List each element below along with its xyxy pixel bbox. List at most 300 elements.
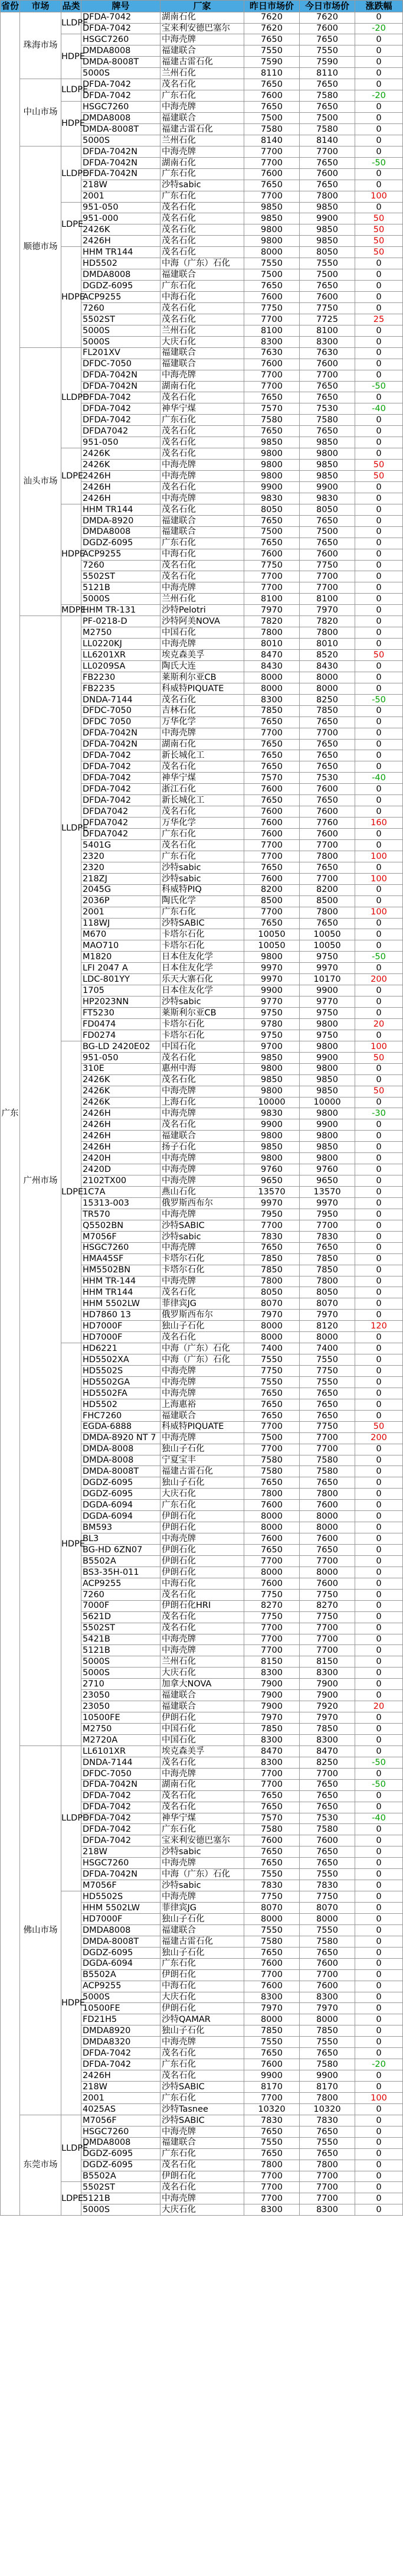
manufacturer-cell: 福建联合 bbox=[160, 359, 244, 370]
manufacturer-cell: 沙特QAMAR bbox=[160, 2014, 244, 2025]
today-price-cell: 7550 bbox=[300, 45, 355, 57]
market-cell: 珠海市场 bbox=[20, 12, 61, 79]
grade-cell: 5000S bbox=[81, 2204, 160, 2216]
manufacturer-cell: 广东石化 bbox=[160, 2092, 244, 2103]
change-cell: 0 bbox=[355, 1164, 403, 1175]
grade-cell: 23050 bbox=[81, 1690, 160, 1701]
today-price-cell: 7650 bbox=[300, 2148, 355, 2160]
manufacturer-cell: 大庆石化 bbox=[160, 2204, 244, 2216]
manufacturer-cell: 茂名石化 bbox=[160, 437, 244, 448]
manufacturer-cell: 陶氏化学 bbox=[160, 895, 244, 907]
manufacturer-cell: 伊朗石化 bbox=[160, 1712, 244, 1724]
today-price-cell: 8270 bbox=[300, 1600, 355, 1611]
grade-cell: 7260 bbox=[81, 302, 160, 314]
yesterday-price-cell: 7500 bbox=[244, 1432, 300, 1444]
yesterday-price-cell: 7750 bbox=[244, 1589, 300, 1600]
change-cell: 0 bbox=[355, 1063, 403, 1074]
manufacturer-cell: 福建联合 bbox=[160, 515, 244, 526]
yesterday-price-cell: 10320 bbox=[244, 2103, 300, 2115]
manufacturer-cell: 茂名石化 bbox=[160, 504, 244, 515]
manufacturer-cell: 中海（广东）石化 bbox=[160, 258, 244, 269]
today-price-cell: 7600 bbox=[300, 359, 355, 370]
manufacturer-cell: 广东石化 bbox=[160, 281, 244, 292]
manufacturer-cell: 中国石化 bbox=[160, 627, 244, 639]
today-price-cell: 9850 bbox=[300, 471, 355, 482]
manufacturer-cell: 伊朗石化 bbox=[160, 1555, 244, 1567]
manufacturer-cell: 茂名石化 bbox=[160, 224, 244, 236]
yesterday-price-cell: 7900 bbox=[244, 1690, 300, 1701]
change-cell: 0 bbox=[355, 1969, 403, 1981]
change-cell: 0 bbox=[355, 2115, 403, 2126]
change-cell: 0 bbox=[355, 750, 403, 761]
grade-cell: DGDA-6094 bbox=[81, 1958, 160, 1969]
grade-cell: 2320 bbox=[81, 862, 160, 873]
yesterday-price-cell: 9850 bbox=[244, 1074, 300, 1086]
change-cell: 0 bbox=[355, 123, 403, 135]
yesterday-price-cell: 8000 bbox=[244, 672, 300, 683]
yesterday-price-cell: 7400 bbox=[244, 1343, 300, 1354]
grade-cell: 23050 bbox=[81, 1701, 160, 1712]
change-cell: 0 bbox=[355, 1131, 403, 1142]
change-cell: 0 bbox=[355, 45, 403, 57]
today-price-cell: 7650 bbox=[300, 426, 355, 437]
yesterday-price-cell: 7580 bbox=[244, 1455, 300, 1466]
today-price-cell: 9750 bbox=[300, 952, 355, 963]
manufacturer-cell: 茂名石化 bbox=[160, 202, 244, 213]
manufacturer-cell: 沙特sabic bbox=[160, 180, 244, 191]
manufacturer-cell: 福建联合 bbox=[160, 347, 244, 359]
grade-cell: B5502A bbox=[81, 2171, 160, 2182]
table-row bbox=[1, 247, 403, 258]
change-cell: 0 bbox=[355, 1489, 403, 1500]
today-price-cell: 7650 bbox=[300, 515, 355, 526]
yesterday-price-cell: 10000 bbox=[244, 1097, 300, 1108]
yesterday-price-cell: 7700 bbox=[244, 1634, 300, 1645]
manufacturer-cell: 俄罗斯西布尔 bbox=[160, 1310, 244, 1321]
manufacturer-cell: 沙特SABIC bbox=[160, 1220, 244, 1231]
grade-cell: DFDA-7042 bbox=[81, 1790, 160, 1802]
grade-cell: DGDZ-6095 bbox=[81, 1477, 160, 1489]
today-price-cell: 7400 bbox=[300, 1343, 355, 1354]
yesterday-price-cell: 7700 bbox=[244, 571, 300, 582]
today-price-cell: 10170 bbox=[300, 974, 355, 985]
change-cell: 0 bbox=[355, 515, 403, 526]
yesterday-price-cell: 7650 bbox=[244, 1388, 300, 1399]
grade-cell: FL201XV bbox=[81, 347, 160, 359]
change-cell: 0 bbox=[355, 2148, 403, 2160]
grade-cell: DFDA-7042 bbox=[81, 415, 160, 426]
yesterday-price-cell: 7500 bbox=[244, 269, 300, 281]
manufacturer-cell: 独山子石化 bbox=[160, 1444, 244, 1455]
yesterday-price-cell: 7600 bbox=[244, 168, 300, 180]
manufacturer-cell: 兰州石化 bbox=[160, 1656, 244, 1668]
today-price-cell: 9900 bbox=[300, 2070, 355, 2082]
manufacturer-cell: 菲律宾JG bbox=[160, 1903, 244, 1914]
today-price-cell: 7650 bbox=[300, 761, 355, 773]
grade-cell: HSGC7260 bbox=[81, 1242, 160, 1253]
grade-cell: HSGC7260 bbox=[81, 2126, 160, 2137]
category-cell: HDPE bbox=[61, 504, 81, 604]
today-price-cell: 7580 bbox=[300, 123, 355, 135]
table-row bbox=[1, 1745, 403, 1757]
grade-cell: FB2235 bbox=[81, 683, 160, 694]
today-price-cell: 7700 bbox=[300, 1768, 355, 1779]
yesterday-price-cell: 8300 bbox=[244, 1734, 300, 1745]
grade-cell: 2426K bbox=[81, 1086, 160, 1097]
change-cell: 0 bbox=[355, 739, 403, 750]
manufacturer-cell: 伊朗石化 bbox=[160, 1969, 244, 1981]
today-price-cell: 7700 bbox=[300, 1969, 355, 1981]
today-price-cell: 9760 bbox=[300, 1164, 355, 1175]
yesterday-price-cell: 7750 bbox=[244, 1891, 300, 1903]
yesterday-price-cell: 8300 bbox=[244, 1992, 300, 2003]
grade-cell: 951-050 bbox=[81, 1052, 160, 1063]
grade-cell: DGDZ-6095 bbox=[81, 538, 160, 549]
yesterday-price-cell: 9750 bbox=[244, 1030, 300, 1041]
grade-cell: M7056F bbox=[81, 1880, 160, 1891]
yesterday-price-cell: 9830 bbox=[244, 1108, 300, 1119]
today-price-cell: 9800 bbox=[300, 1153, 355, 1164]
manufacturer-cell: 沙特sabic bbox=[160, 996, 244, 1008]
manufacturer-cell: 茂名石化 bbox=[160, 2160, 244, 2171]
change-cell: 0 bbox=[355, 2037, 403, 2048]
manufacturer-cell: 俄罗斯西布尔 bbox=[160, 1197, 244, 1209]
grade-cell: LL6101XR bbox=[81, 1745, 160, 1757]
grade-cell: 2426K bbox=[81, 1097, 160, 1108]
today-price-cell: 7650 bbox=[300, 1846, 355, 1858]
today-price-cell: 7650 bbox=[300, 1858, 355, 1869]
manufacturer-cell: 茂名石化 bbox=[160, 314, 244, 325]
today-price-cell: 8000 bbox=[300, 1511, 355, 1522]
grade-cell: DMDA-8008T bbox=[81, 1936, 160, 1947]
manufacturer-cell: 福建联合 bbox=[160, 1131, 244, 1142]
manufacturer-cell: 大庆石化 bbox=[160, 1992, 244, 2003]
grade-cell: DFDA-7042N bbox=[81, 728, 160, 739]
table-row bbox=[1, 202, 403, 213]
grade-cell: 5621D bbox=[81, 1611, 160, 1623]
table-row bbox=[1, 1891, 403, 1903]
yesterday-price-cell: 8050 bbox=[244, 1287, 300, 1298]
today-price-cell: 7650 bbox=[300, 739, 355, 750]
yesterday-price-cell: 8000 bbox=[244, 1567, 300, 1578]
change-cell: 0 bbox=[355, 1287, 403, 1298]
yesterday-price-cell: 7950 bbox=[244, 1209, 300, 1220]
grade-cell: DMDA-8008T bbox=[81, 57, 160, 68]
change-cell: 0 bbox=[355, 1153, 403, 1164]
category-cell: HDPE bbox=[61, 1343, 81, 1746]
manufacturer-cell: 独山子石化 bbox=[160, 2025, 244, 2037]
today-price-cell: 7600 bbox=[300, 806, 355, 818]
today-price-cell: 8000 bbox=[300, 1567, 355, 1578]
yesterday-price-cell: 8300 bbox=[244, 2204, 300, 2216]
manufacturer-cell: 广东石化 bbox=[160, 1824, 244, 1835]
yesterday-price-cell: 8070 bbox=[244, 1903, 300, 1914]
grade-cell: 2426H bbox=[81, 1119, 160, 1131]
yesterday-price-cell: 8300 bbox=[244, 1757, 300, 1768]
today-price-cell: 8300 bbox=[300, 2204, 355, 2216]
today-price-cell: 8000 bbox=[300, 1522, 355, 1533]
header-today-price: 今日市场价 bbox=[300, 1, 355, 12]
change-cell: 20 bbox=[355, 1018, 403, 1030]
today-price-cell: 7600 bbox=[300, 1835, 355, 1846]
today-price-cell: 7650 bbox=[300, 750, 355, 761]
grade-cell: DFDA-7042 bbox=[81, 392, 160, 403]
manufacturer-cell: 沙特sabic bbox=[160, 1846, 244, 1858]
today-price-cell: 7750 bbox=[300, 1589, 355, 1600]
change-cell: 0 bbox=[355, 1376, 403, 1388]
change-cell: 0 bbox=[355, 560, 403, 571]
change-cell: 0 bbox=[355, 1500, 403, 1511]
yesterday-price-cell: 7550 bbox=[244, 2037, 300, 2048]
manufacturer-cell: 中海壳牌 bbox=[160, 146, 244, 157]
grade-cell: HD5502S bbox=[81, 1366, 160, 1377]
change-cell: 0 bbox=[355, 1936, 403, 1947]
today-price-cell: 10050 bbox=[300, 940, 355, 952]
change-cell: 0 bbox=[355, 728, 403, 739]
category-cell: LLDPE bbox=[61, 12, 81, 34]
yesterday-price-cell: 7580 bbox=[244, 415, 300, 426]
manufacturer-cell: 中海石化 bbox=[160, 1578, 244, 1589]
change-cell: 100 bbox=[355, 2092, 403, 2103]
manufacturer-cell: 中海壳牌 bbox=[160, 460, 244, 471]
grade-cell: 2001 bbox=[81, 2092, 160, 2103]
change-cell: 0 bbox=[355, 1903, 403, 1914]
change-cell: 0 bbox=[355, 504, 403, 515]
manufacturer-cell: 中海（广东）石化 bbox=[160, 1343, 244, 1354]
grade-cell: DFDC 7050 bbox=[81, 717, 160, 728]
manufacturer-cell: 兰州石化 bbox=[160, 325, 244, 336]
manufacturer-cell: 沙特SABIC bbox=[160, 2115, 244, 2126]
today-price-cell: 9750 bbox=[300, 1030, 355, 1041]
grade-cell: LL0220KJ bbox=[81, 639, 160, 650]
header-manufacturer: 厂家 bbox=[160, 1, 244, 12]
change-cell: 0 bbox=[355, 672, 403, 683]
yesterday-price-cell: 7580 bbox=[244, 1936, 300, 1947]
today-price-cell: 9900 bbox=[300, 985, 355, 996]
grade-cell: 2420D bbox=[81, 1164, 160, 1175]
yesterday-price-cell: 7750 bbox=[244, 1366, 300, 1377]
today-price-cell: 7920 bbox=[300, 1701, 355, 1712]
yesterday-price-cell: 7550 bbox=[244, 2137, 300, 2148]
today-price-cell: 9800 bbox=[300, 1018, 355, 1030]
grade-cell: DGDZ-6095 bbox=[81, 2160, 160, 2171]
category-cell: LLDPE bbox=[61, 146, 81, 202]
change-cell: 0 bbox=[355, 1679, 403, 1690]
change-cell: 0 bbox=[355, 1343, 403, 1354]
change-cell: 0 bbox=[355, 1824, 403, 1835]
market-cell: 东莞市场 bbox=[20, 2115, 61, 2215]
yesterday-price-cell: 8470 bbox=[244, 650, 300, 661]
change-cell: 50 bbox=[355, 236, 403, 247]
grade-cell: DGDZ-6095 bbox=[81, 281, 160, 292]
header-grade: 牌号 bbox=[81, 1, 160, 12]
manufacturer-cell: 日本住友化学 bbox=[160, 985, 244, 996]
province-cell: 广东 bbox=[1, 12, 20, 2216]
grade-cell: 218W bbox=[81, 2082, 160, 2093]
change-cell: 0 bbox=[355, 605, 403, 616]
yesterday-price-cell: 7700 bbox=[244, 1768, 300, 1779]
change-cell: 0 bbox=[355, 1265, 403, 1276]
today-price-cell: 7725 bbox=[300, 314, 355, 325]
grade-cell: BL3 bbox=[81, 1533, 160, 1545]
today-price-cell: 9850 bbox=[300, 437, 355, 448]
change-cell: 0 bbox=[355, 1611, 403, 1623]
manufacturer-cell: 新长城化工 bbox=[160, 795, 244, 806]
grade-cell: M7056F bbox=[81, 1231, 160, 1242]
change-cell: 0 bbox=[355, 795, 403, 806]
today-price-cell: 8300 bbox=[300, 1734, 355, 1745]
yesterday-price-cell: 7850 bbox=[244, 705, 300, 717]
manufacturer-cell: 中海壳牌 bbox=[160, 34, 244, 45]
grade-cell: B5502A bbox=[81, 1555, 160, 1567]
today-price-cell: 8300 bbox=[300, 1668, 355, 1679]
manufacturer-cell: 莱斯利尔亚CB bbox=[160, 672, 244, 683]
grade-cell: ACP9255 bbox=[81, 1981, 160, 1992]
grade-cell: DFDA-7042 bbox=[81, 90, 160, 102]
grade-cell: 5502ST bbox=[81, 571, 160, 582]
today-price-cell: 8300 bbox=[300, 336, 355, 347]
yesterday-price-cell: 13570 bbox=[244, 1187, 300, 1198]
yesterday-price-cell: 7650 bbox=[244, 1802, 300, 1813]
table-row bbox=[1, 12, 403, 23]
today-price-cell: 7580 bbox=[300, 1824, 355, 1835]
yesterday-price-cell: 9970 bbox=[244, 974, 300, 985]
manufacturer-cell: 茂名石化 bbox=[160, 481, 244, 493]
manufacturer-cell: 茂名石化 bbox=[160, 1611, 244, 1623]
grade-cell: 2102TX00 bbox=[81, 1175, 160, 1187]
grade-cell: PF-0218-D bbox=[81, 616, 160, 627]
yesterday-price-cell: 7830 bbox=[244, 2115, 300, 2126]
manufacturer-cell: 茂名石化 bbox=[160, 392, 244, 403]
today-price-cell: 7700 bbox=[300, 728, 355, 739]
manufacturer-cell: 吉林石化 bbox=[160, 705, 244, 717]
manufacturer-cell: 神华宁煤 bbox=[160, 403, 244, 415]
change-cell: 0 bbox=[355, 940, 403, 952]
table-row bbox=[1, 347, 403, 359]
today-price-cell: 7550 bbox=[300, 258, 355, 269]
grade-cell: 7260 bbox=[81, 560, 160, 571]
change-cell: 0 bbox=[355, 1981, 403, 1992]
yesterday-price-cell: 8110 bbox=[244, 68, 300, 79]
grade-cell: 5401G bbox=[81, 839, 160, 851]
manufacturer-cell: 茂名石化 bbox=[160, 1332, 244, 1343]
manufacturer-cell: 莱斯利尔亚CB bbox=[160, 1008, 244, 1019]
change-cell: 0 bbox=[355, 2082, 403, 2093]
manufacturer-cell: 茂名石化 bbox=[160, 761, 244, 773]
today-price-cell: 7590 bbox=[300, 57, 355, 68]
yesterday-price-cell: 7650 bbox=[244, 180, 300, 191]
today-price-cell: 7650 bbox=[300, 1242, 355, 1253]
today-price-cell: 7970 bbox=[300, 1310, 355, 1321]
manufacturer-cell: 大庆石化 bbox=[160, 336, 244, 347]
yesterday-price-cell: 7650 bbox=[244, 2048, 300, 2059]
today-price-cell: 7700 bbox=[300, 1634, 355, 1645]
change-cell: -50 bbox=[355, 157, 403, 168]
today-price-cell: 7500 bbox=[300, 113, 355, 124]
change-cell: 160 bbox=[355, 818, 403, 829]
yesterday-price-cell: 7800 bbox=[244, 1276, 300, 1287]
manufacturer-cell: 沙特阿美NOVA bbox=[160, 616, 244, 627]
today-price-cell: 8200 bbox=[300, 884, 355, 895]
yesterday-price-cell: 9800 bbox=[244, 460, 300, 471]
grade-cell: LL0209SA bbox=[81, 660, 160, 672]
today-price-cell: 7650 bbox=[300, 79, 355, 90]
manufacturer-cell: 广东石化 bbox=[160, 851, 244, 862]
yesterday-price-cell: 7820 bbox=[244, 616, 300, 627]
change-cell: 0 bbox=[355, 1242, 403, 1253]
manufacturer-cell: 湖南石化 bbox=[160, 1779, 244, 1790]
category-cell: LLDPE bbox=[61, 616, 81, 1041]
yesterday-price-cell: 8050 bbox=[244, 504, 300, 515]
grade-cell: LFI 2047 A bbox=[81, 963, 160, 974]
change-cell: -50 bbox=[355, 1757, 403, 1768]
grade-cell: DMDA8008 bbox=[81, 45, 160, 57]
grade-cell: DFDA-7042N bbox=[81, 370, 160, 381]
grade-cell: HHM 5502LW bbox=[81, 1903, 160, 1914]
grade-cell: DFDA-7042 bbox=[81, 750, 160, 761]
yesterday-price-cell: 7580 bbox=[244, 1824, 300, 1835]
table-row bbox=[1, 79, 403, 90]
change-cell: 0 bbox=[355, 135, 403, 146]
category-cell: LDPE bbox=[61, 448, 81, 504]
change-cell: 0 bbox=[355, 146, 403, 157]
today-price-cell: 7700 bbox=[300, 2171, 355, 2182]
manufacturer-cell: 万华化学 bbox=[160, 717, 244, 728]
today-price-cell: 7700 bbox=[300, 1645, 355, 1656]
grade-cell: 2426H bbox=[81, 493, 160, 504]
change-cell: 0 bbox=[355, 1231, 403, 1242]
yesterday-price-cell: 7650 bbox=[244, 918, 300, 929]
today-price-cell: 7650 bbox=[300, 392, 355, 403]
category-cell: LLDPE bbox=[61, 347, 81, 448]
grade-cell: DFDC-7050 bbox=[81, 1768, 160, 1779]
category-cell: LLDPE bbox=[61, 79, 81, 102]
change-cell: 0 bbox=[355, 1366, 403, 1377]
today-price-cell: 7970 bbox=[300, 1712, 355, 1724]
change-cell: 0 bbox=[355, 292, 403, 303]
today-price-cell: 7900 bbox=[300, 1690, 355, 1701]
change-cell: 100 bbox=[355, 1041, 403, 1052]
manufacturer-cell: 广东石化 bbox=[160, 1500, 244, 1511]
today-price-cell: 8050 bbox=[300, 504, 355, 515]
manufacturer-cell: 伊朗石化 bbox=[160, 1545, 244, 1556]
manufacturer-cell: 中海壳牌 bbox=[160, 471, 244, 482]
change-cell: 0 bbox=[355, 2070, 403, 2082]
change-cell: 0 bbox=[355, 336, 403, 347]
today-price-cell: 9830 bbox=[300, 493, 355, 504]
change-cell: 0 bbox=[355, 2025, 403, 2037]
grade-cell: FHC7260 bbox=[81, 1410, 160, 1421]
manufacturer-cell: 茂名石化 bbox=[160, 1757, 244, 1768]
yesterday-price-cell: 7700 bbox=[244, 851, 300, 862]
yesterday-price-cell: 9850 bbox=[244, 1052, 300, 1063]
change-cell: 0 bbox=[355, 1869, 403, 1880]
yesterday-price-cell: 7850 bbox=[244, 1253, 300, 1265]
yesterday-price-cell: 9850 bbox=[244, 437, 300, 448]
yesterday-price-cell: 7650 bbox=[244, 426, 300, 437]
yesterday-price-cell: 8000 bbox=[244, 247, 300, 258]
grade-cell: 2001 bbox=[81, 907, 160, 918]
change-cell: 0 bbox=[355, 426, 403, 437]
change-cell: 0 bbox=[355, 526, 403, 538]
manufacturer-cell: 卡塔尔石化 bbox=[160, 1018, 244, 1030]
change-cell: 0 bbox=[355, 884, 403, 895]
change-cell: 0 bbox=[355, 2103, 403, 2115]
grade-cell: B5502A bbox=[81, 1969, 160, 1981]
change-cell: 0 bbox=[355, 829, 403, 840]
manufacturer-cell: 福建古雷石化 bbox=[160, 1466, 244, 1477]
change-cell: 0 bbox=[355, 493, 403, 504]
